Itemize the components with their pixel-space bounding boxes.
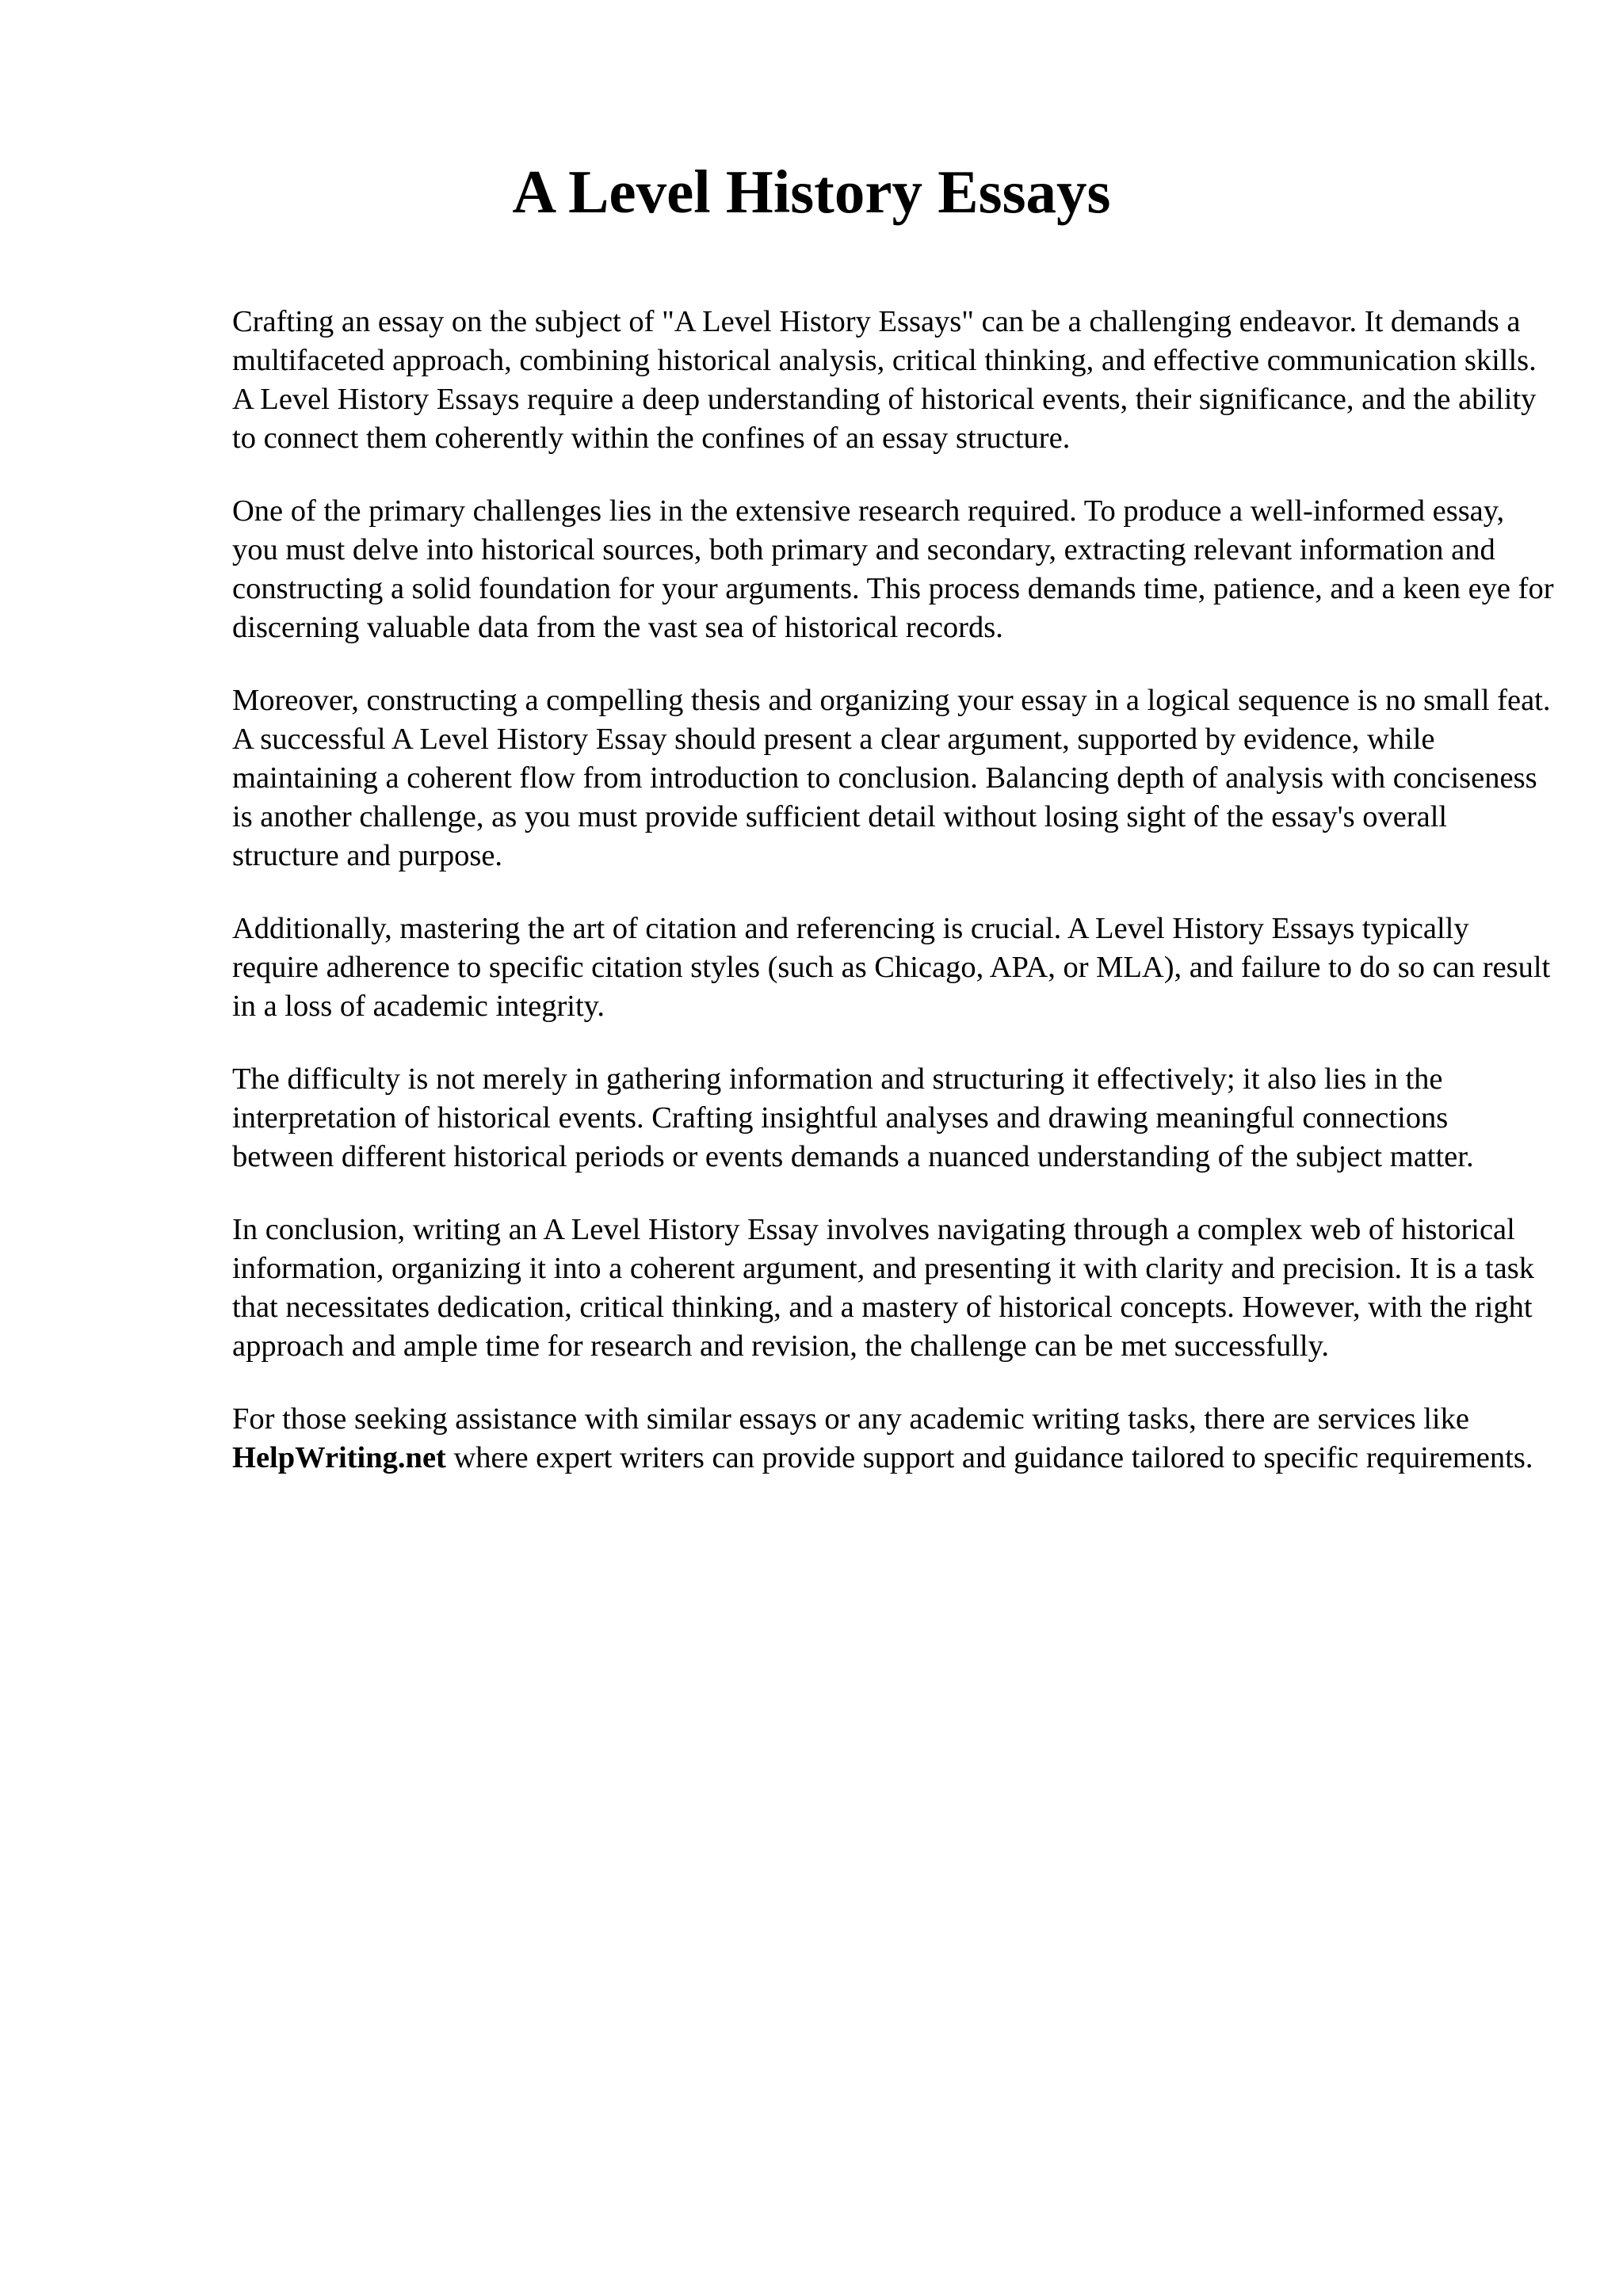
helpwriting-link[interactable]: HelpWriting.net	[232, 1441, 446, 1474]
closing-paragraph	[232, 1400, 1556, 1478]
paragraph-1: Crafting an essay on the subject of "A Level History Essays" can be a challenging endeavor. It demands a multifaceted approach, combining historical analysis, critical thinking, and effective communication skills. A Level History Essays require a deep understanding of historical events, their significance, and the ability to connect them coherently within the confines of an essay structure.	[232, 305, 1537, 455]
page-title: A Level History Essays	[512, 158, 1111, 226]
document-body	[232, 303, 1556, 1512]
paragraph-5: The difficulty is not merely in gathering information and structuring it effectively; it also lies in the interpretation of historical events. Crafting insightful analyses and drawing meaningful connections between different historical periods or events demands a nuanced understanding of the subject matter.	[232, 1062, 1474, 1173]
paragraph-2: One of the primary challenges lies in the extensive research required. To produce a well-informed essay, you must delve into historical sources, both primary and secondary, extracting relevant information and constructing a solid foundation for your arguments. This process demands time, patience, and a keen eye for discerning valuable data from the vast sea of historical records.	[232, 494, 1554, 644]
closing-text-before-link: For those seeking assistance with similar essays or any academic writing tasks, there are services like	[232, 1402, 1469, 1436]
paragraph-4: Additionally, mastering the art of citation and referencing is crucial. A Level History Essays typically require adherence to specific citation styles (such as Chicago, APA, or MLA), and failure to do so can result in a loss of academic integrity.	[232, 912, 1551, 1023]
paragraph-3: Moreover, constructing a compelling thesis and organizing your essay in a logical sequence is no small feat. A successful A Level History Essay should present a clear argument, supported by evidence, while maintaining a coherent flow from introduction to conclusion. Balancing depth of analysis with conciseness is another challenge, as you must provide sufficient detail without losing sight of the essay's overall structure and purpose.	[232, 684, 1551, 872]
paragraph-6: In conclusion, writing an A Level History Essay involves navigating through a complex web of historical information, organizing it into a coherent argument, and presenting it with clarity and precision. It is a task that necessitates dedication, critical thinking, and a mastery of historical concepts. However, with the right approach and ample time for research and revision, the challenge can be met successfully.	[232, 1213, 1534, 1363]
closing-text-after-link: where expert writers can provide support and guidance tailored to specific requirements.	[445, 1441, 1533, 1474]
